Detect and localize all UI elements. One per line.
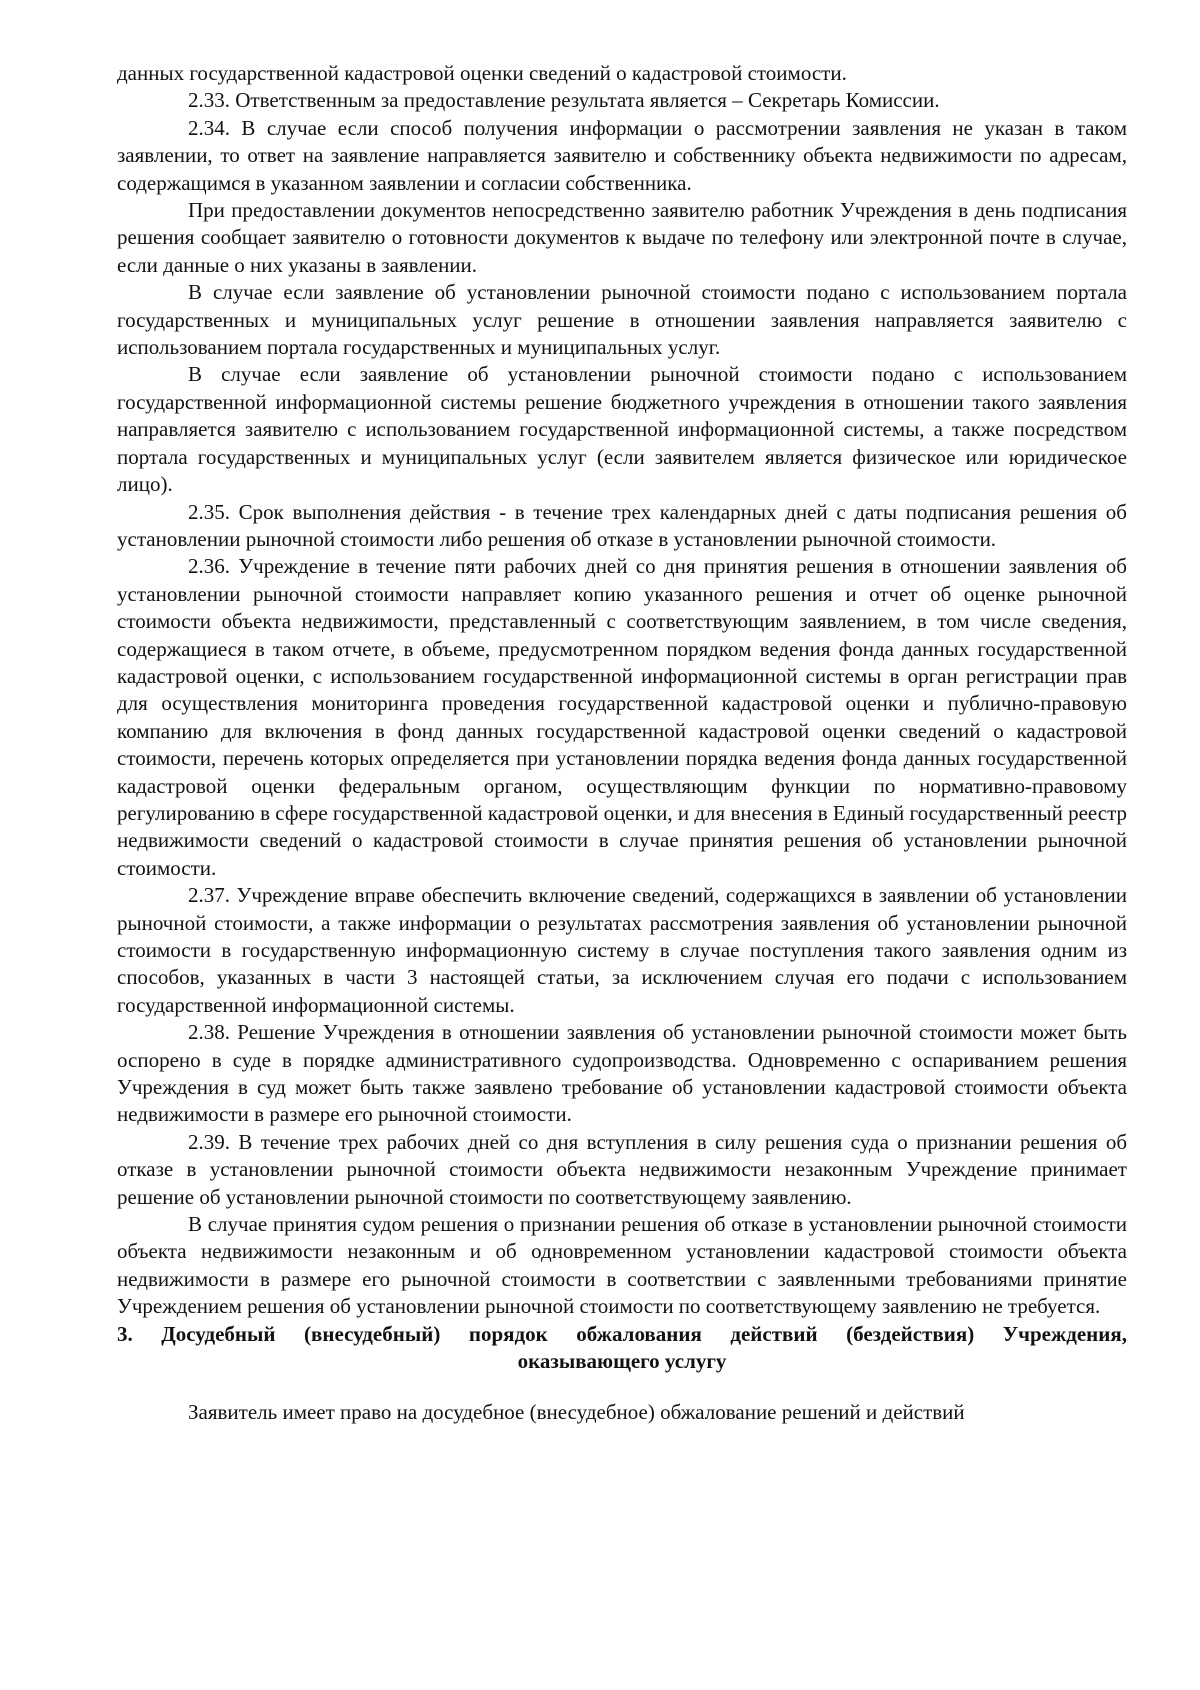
section-3-heading-line-2: оказывающего услугу <box>517 1348 727 1373</box>
paragraph-2-35: 2.35. Срок выполнения действия - в течение трех календарных дней с даты подписания решения об установлении рыночной стоимости либо решения об отказе в установлении рыночной стоимости. <box>117 499 1127 551</box>
paragraph-2-36: 2.36. Учреждение в течение пяти рабочих дней со дня принятия решения в отношении заявления об установлении рыночной стоимости направляет копию указанного решения и отчет об оценке рыночной стоимости объекта недвижимости, представленный с соответствующим заявлением, в том числе сведения, содержащиеся в таком отчете, в объеме, предусмотренном порядком ведения фонда данных государственной кадастровой оценки, с использованием государственной информационной системы в орган регистрации прав для осуществления мониторинга проведения государственной кадастровой оценки и публично-правовую компанию для включения в фонд данных государственной кадастровой оценки сведений о кадастровой стоимости, перечень которых определяется при установлении порядка ведения фонда данных государственной кадастровой оценки федеральным органом, осуществляющим функции по нормативно-правовому регулированию в сфере государственной кадастровой оценки, и для внесения в Единый государственный реестр недвижимости сведений о кадастровой стоимости в случае принятия решения об установлении рыночной стоимости. <box>117 554 1127 880</box>
section-3-heading <box>117 1321 1127 1375</box>
paragraph-2-39: 2.39. В течение трех рабочих дней со дня вступления в силу решения суда о признании решения об отказе в установлении рыночной стоимости объекта недвижимости незаконным Учреждение принимает решение об установлении рыночной стоимости по соответствующему заявлению. <box>117 1129 1127 1209</box>
paragraph-gis-submission: В случае если заявление об установлении рыночной стоимости подано с использованием государственной информационной системы решение бюджетного учреждения в отношении такого заявления направляется заявителю с использованием государственной информационной системы, а также посредством портала государственных и муниципальных услуг (если заявителем является физическое или юридическое лицо). <box>117 362 1127 497</box>
section-3-heading-line-1: 3. Досудебный (внесудебный) порядок обжалования действий (бездействия) Учреждения, <box>117 1321 1127 1346</box>
paragraph-document-delivery: При предоставлении документов непосредственно заявителю работник Учреждения в день подписания решения сообщает заявителю о готовности документов к выдаче по телефону или электронной почте в случае, если данные о них указаны в заявлении. <box>117 198 1127 277</box>
document-page <box>117 60 1127 1426</box>
paragraph-portal-submission: В случае если заявление об установлении рыночной стоимости подано с использованием портала государственных и муниципальных услуг решение в отношении заявления направляется заявителю с использованием портала государственных и муниципальных услуг. <box>117 280 1127 360</box>
paragraph-2-34: 2.34. В случае если способ получения информации о рассмотрении заявления не указан в таком заявлении, то ответ на заявление направляется заявителю и собственнику объекта недвижимости по адресам, содержащимся в указанном заявлении и согласии собственника. <box>117 115 1127 195</box>
paragraph-2-33: 2.33. Ответственным за предоставление результата является – Секретарь Комиссии. <box>188 88 940 113</box>
paragraph-continuation: данных государственной кадастровой оценки сведений о кадастровой стоимости. <box>117 61 847 85</box>
paragraph-appeal-right: Заявитель имеет право на досудебное (внесудебное) обжалование решений и действий <box>188 1399 965 1424</box>
paragraph-2-37: 2.37. Учреждение вправе обеспечить включение сведений, содержащихся в заявлении об установлении рыночной стоимости, а также информации о результатах рассмотрения заявления об установлении рыночной стоимости в государственную информационную систему в случае поступления такого заявления одним из способов, указанных в части 3 настоящей статьи, за исключением случая его подачи с использованием государственной информационной системы. <box>117 883 1127 1017</box>
paragraph-2-38: 2.38. Решение Учреждения в отношении заявления об установлении рыночной стоимости может быть оспорено в суде в порядке административного судопроизводства. Одновременно с оспариванием решения Учреждения в суд может быть также заявлено требование об установлении кадастровой стоимости объекта недвижимости в размере его рыночной стоимости. <box>117 1020 1127 1127</box>
paragraph-court-decision: В случае принятия судом решения о признании решения об отказе в установлении рыночной стоимости объекта недвижимости незаконным и об одновременном установлении кадастровой стоимости объекта недвижимости в размере его рыночной стоимости в соответствии с заявленными требованиями принятие Учреждением решения об установлении рыночной стоимости по соответствующему заявлению не требуется. <box>117 1212 1127 1319</box>
document-body <box>117 60 1127 1321</box>
